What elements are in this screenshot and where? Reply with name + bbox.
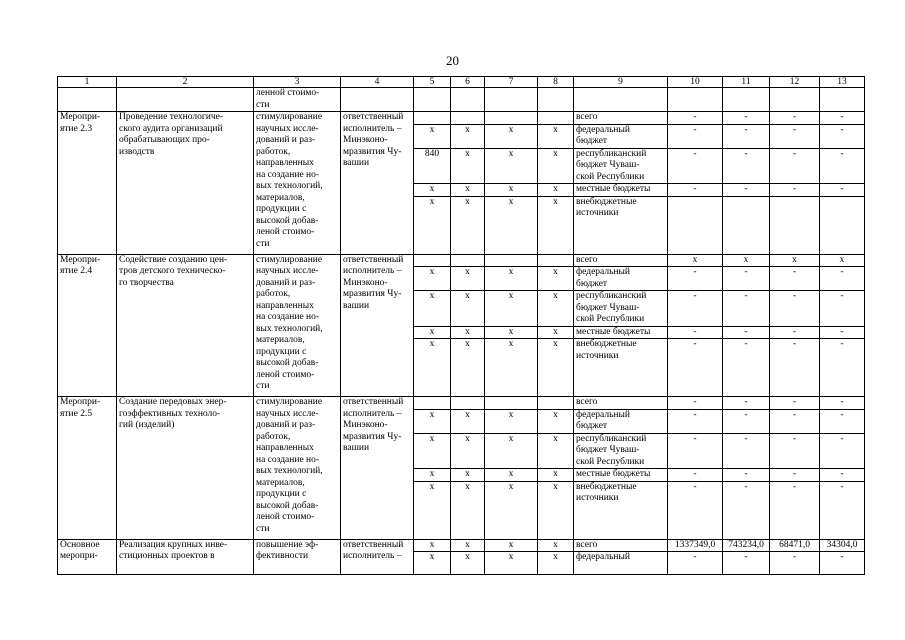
event-responsible: ответственный исполнитель – Минэконо- мразвития Чу- вашии — [341, 112, 414, 255]
code-cell: x — [538, 433, 574, 469]
event-label: Меропри- ятие 2.5 — [58, 397, 117, 540]
value-cell: - — [668, 481, 723, 539]
value-cell: - — [723, 339, 770, 397]
code-cell: x — [414, 124, 451, 148]
code-cell: 840 — [414, 148, 451, 184]
value-cell: - — [770, 339, 820, 397]
event-name: Создание передовых энер- гоэффективных техноло- гий (изделий) — [117, 397, 254, 540]
funding-source: федеральный бюджет — [574, 267, 668, 291]
event-name: Проведение технологиче- ского аудита организаций обрабатывающих про- изводств — [117, 112, 254, 255]
value-cell: - — [723, 124, 770, 148]
code-cell: x — [414, 267, 451, 291]
value-cell: - — [668, 124, 723, 148]
value-cell: - — [723, 409, 770, 433]
value-cell: - — [820, 326, 865, 339]
value-cell: - — [668, 148, 723, 184]
value-cell: - — [668, 184, 723, 197]
value-cell: - — [770, 469, 820, 482]
empty-cell — [341, 88, 414, 112]
code-cell: x — [451, 291, 485, 327]
value-cell: - — [770, 184, 820, 197]
code-cell: x — [538, 148, 574, 184]
code-cell: x — [538, 552, 574, 575]
budget-row — [58, 397, 865, 410]
code-cell: x — [414, 433, 451, 469]
value-cell: - — [820, 184, 865, 197]
code-cell: x — [485, 148, 538, 184]
empty-cell — [414, 88, 451, 112]
code-cell — [485, 254, 538, 267]
value-cell: - — [723, 291, 770, 327]
value-cell: - — [723, 112, 770, 125]
budget-row — [58, 112, 865, 125]
event-name: Реализация крупных инве- стиционных проектов в — [117, 539, 254, 575]
value-cell: - — [668, 112, 723, 125]
value-cell: - — [723, 397, 770, 410]
code-cell: x — [451, 196, 485, 254]
value-cell: - — [723, 184, 770, 197]
code-cell: x — [485, 539, 538, 552]
column-number-5: 5 — [414, 77, 451, 88]
column-number-6: 6 — [451, 77, 485, 88]
value-cell: - — [820, 481, 865, 539]
funding-source: местные бюджеты — [574, 326, 668, 339]
value-cell: - — [820, 339, 865, 397]
event-responsible: ответственный исполнитель – Минэконо- мразвития Чу- вашии — [341, 397, 414, 540]
funding-source: республиканский бюджет Чуваш- ской Республики — [574, 433, 668, 469]
funding-source: всего — [574, 112, 668, 125]
code-cell: x — [414, 409, 451, 433]
funding-source: внебюджетные источники — [574, 196, 668, 254]
column-number-13: 13 — [820, 77, 865, 88]
value-cell: - — [723, 267, 770, 291]
code-cell: x — [414, 184, 451, 197]
funding-source: всего — [574, 254, 668, 267]
column-number-3: 3 — [254, 77, 341, 88]
value-cell: - — [770, 267, 820, 291]
code-cell: x — [451, 481, 485, 539]
value-cell: - — [820, 148, 865, 184]
code-cell: x — [485, 433, 538, 469]
value-cell: - — [820, 267, 865, 291]
column-number-10: 10 — [668, 77, 723, 88]
code-cell: x — [451, 326, 485, 339]
value-cell: - — [668, 397, 723, 410]
event-label: Основное меропри- — [58, 539, 117, 575]
code-cell: x — [538, 291, 574, 327]
funding-source: всего — [574, 397, 668, 410]
value-cell: - — [770, 481, 820, 539]
empty-cell — [58, 88, 117, 112]
value-cell: - — [770, 291, 820, 327]
code-cell: x — [414, 469, 451, 482]
value-cell: 743234,0 — [723, 539, 770, 552]
value-cell: 1337349,0 — [668, 539, 723, 552]
code-cell: x — [451, 184, 485, 197]
value-cell: - — [820, 552, 865, 575]
value-cell: - — [668, 339, 723, 397]
value-cell: x — [668, 254, 723, 267]
code-cell — [538, 397, 574, 410]
column-number-1: 1 — [58, 77, 117, 88]
code-cell — [451, 397, 485, 410]
code-cell: x — [485, 469, 538, 482]
event-goal: стимулирование научных иссле- дований и раз- работок, направленных на создание но- вых технологий, материалов, продукции с высокой добав- леной стоимо- сти — [254, 112, 341, 255]
code-cell: x — [485, 184, 538, 197]
code-cell: x — [538, 409, 574, 433]
value-cell: - — [723, 552, 770, 575]
code-cell: x — [451, 539, 485, 552]
value-cell: x — [820, 254, 865, 267]
code-cell — [414, 254, 451, 267]
value-cell: - — [820, 112, 865, 125]
code-cell: x — [451, 267, 485, 291]
value-cell: x — [770, 254, 820, 267]
event-responsible: ответственный исполнитель – — [341, 539, 414, 575]
code-cell: x — [485, 552, 538, 575]
value-cell: - — [770, 409, 820, 433]
code-cell: x — [414, 481, 451, 539]
value-cell: - — [668, 291, 723, 327]
code-cell: x — [485, 409, 538, 433]
empty-cell — [574, 88, 668, 112]
code-cell: x — [485, 326, 538, 339]
code-cell: x — [414, 539, 451, 552]
code-cell: x — [538, 539, 574, 552]
value-cell: - — [770, 112, 820, 125]
code-cell: x — [538, 196, 574, 254]
value-cell — [723, 196, 770, 254]
code-cell: x — [485, 124, 538, 148]
code-cell: x — [485, 481, 538, 539]
column-number-7: 7 — [485, 77, 538, 88]
code-cell: x — [451, 124, 485, 148]
page-number: 20 — [446, 53, 459, 68]
funding-source: республиканский бюджет Чуваш- ской Республики — [574, 291, 668, 327]
empty-cell — [485, 88, 538, 112]
value-cell: - — [820, 433, 865, 469]
column-number-4: 4 — [341, 77, 414, 88]
code-cell: x — [414, 552, 451, 575]
event-goal: стимулирование научных иссле- дований и раз- работок, направленных на создание но- вых технологий, материалов, продукции с высокой добав- леной стоимо- сти — [254, 397, 341, 540]
value-cell: - — [770, 397, 820, 410]
code-cell: x — [451, 469, 485, 482]
funding-source: федеральный бюджет — [574, 409, 668, 433]
empty-cell — [538, 88, 574, 112]
value-cell: - — [770, 433, 820, 469]
code-cell: x — [538, 124, 574, 148]
value-cell: - — [668, 469, 723, 482]
code-cell: x — [538, 184, 574, 197]
value-cell: - — [770, 552, 820, 575]
code-cell — [451, 112, 485, 125]
code-cell: x — [538, 481, 574, 539]
code-cell: x — [414, 196, 451, 254]
value-cell — [770, 196, 820, 254]
empty-cell — [668, 88, 723, 112]
code-cell — [414, 397, 451, 410]
code-cell: x — [538, 326, 574, 339]
value-cell: - — [770, 124, 820, 148]
value-cell: - — [668, 409, 723, 433]
column-number-9: 9 — [574, 77, 668, 88]
value-cell: 68471,0 — [770, 539, 820, 552]
value-cell: - — [668, 326, 723, 339]
code-cell: x — [538, 267, 574, 291]
column-number-11: 11 — [723, 77, 770, 88]
code-cell: x — [414, 339, 451, 397]
code-cell — [538, 112, 574, 125]
value-cell: - — [770, 148, 820, 184]
code-cell: x — [485, 339, 538, 397]
value-cell: - — [723, 326, 770, 339]
value-cell: - — [668, 552, 723, 575]
code-cell: x — [451, 148, 485, 184]
value-cell: 34304,0 — [820, 539, 865, 552]
funding-source: внебюджетные источники — [574, 339, 668, 397]
event-responsible: ответственный исполнитель – Минэконо- мразвития Чу- вашии — [341, 254, 414, 397]
value-cell: x — [723, 254, 770, 267]
column-number-8: 8 — [538, 77, 574, 88]
value-cell: - — [820, 409, 865, 433]
empty-cell — [451, 88, 485, 112]
value-cell: - — [723, 469, 770, 482]
goal-cell: ленной стоимо- сти — [254, 88, 341, 112]
code-cell: x — [485, 196, 538, 254]
value-cell: - — [668, 433, 723, 469]
code-cell — [414, 112, 451, 125]
empty-cell — [117, 88, 254, 112]
funding-source: федеральный бюджет — [574, 124, 668, 148]
funding-source: местные бюджеты — [574, 469, 668, 482]
value-cell — [668, 196, 723, 254]
column-number-2: 2 — [117, 77, 254, 88]
empty-cell — [770, 88, 820, 112]
empty-cell — [723, 88, 770, 112]
value-cell — [820, 196, 865, 254]
column-number-row — [58, 77, 865, 88]
code-cell: x — [451, 433, 485, 469]
budget-row — [58, 254, 865, 267]
value-cell: - — [820, 124, 865, 148]
empty-cell — [820, 88, 865, 112]
value-cell: - — [723, 481, 770, 539]
code-cell: x — [414, 326, 451, 339]
value-cell: - — [668, 267, 723, 291]
code-cell — [485, 397, 538, 410]
code-cell — [451, 254, 485, 267]
budget-row — [58, 539, 865, 552]
value-cell: - — [723, 148, 770, 184]
value-cell: - — [820, 469, 865, 482]
value-cell: - — [820, 291, 865, 327]
funding-source: всего — [574, 539, 668, 552]
event-label: Меропри- ятие 2.4 — [58, 254, 117, 397]
funding-source: внебюджетные источники — [574, 481, 668, 539]
event-label: Меропри- ятие 2.3 — [58, 112, 117, 255]
event-goal: стимулирование научных иссле- дований и раз- работок, направленных на создание но- вых технологий, материалов, продукции с высокой добав- леной стоимо- сти — [254, 254, 341, 397]
continuation-row — [58, 88, 865, 112]
event-name: Содействие созданию цен- тров детского техническо- го творчества — [117, 254, 254, 397]
program-table — [57, 76, 865, 575]
value-cell: - — [820, 397, 865, 410]
funding-source: федеральный — [574, 552, 668, 575]
code-cell: x — [485, 267, 538, 291]
code-cell: x — [451, 409, 485, 433]
code-cell: x — [485, 291, 538, 327]
event-goal: повышение эф- фективности — [254, 539, 341, 575]
code-cell — [485, 112, 538, 125]
code-cell: x — [538, 339, 574, 397]
funding-source: республиканский бюджет Чуваш- ской Республики — [574, 148, 668, 184]
code-cell: x — [451, 552, 485, 575]
column-number-12: 12 — [770, 77, 820, 88]
code-cell: x — [451, 339, 485, 397]
funding-source: местные бюджеты — [574, 184, 668, 197]
value-cell: - — [723, 433, 770, 469]
code-cell: x — [414, 291, 451, 327]
value-cell: - — [770, 326, 820, 339]
code-cell — [538, 254, 574, 267]
code-cell: x — [538, 469, 574, 482]
